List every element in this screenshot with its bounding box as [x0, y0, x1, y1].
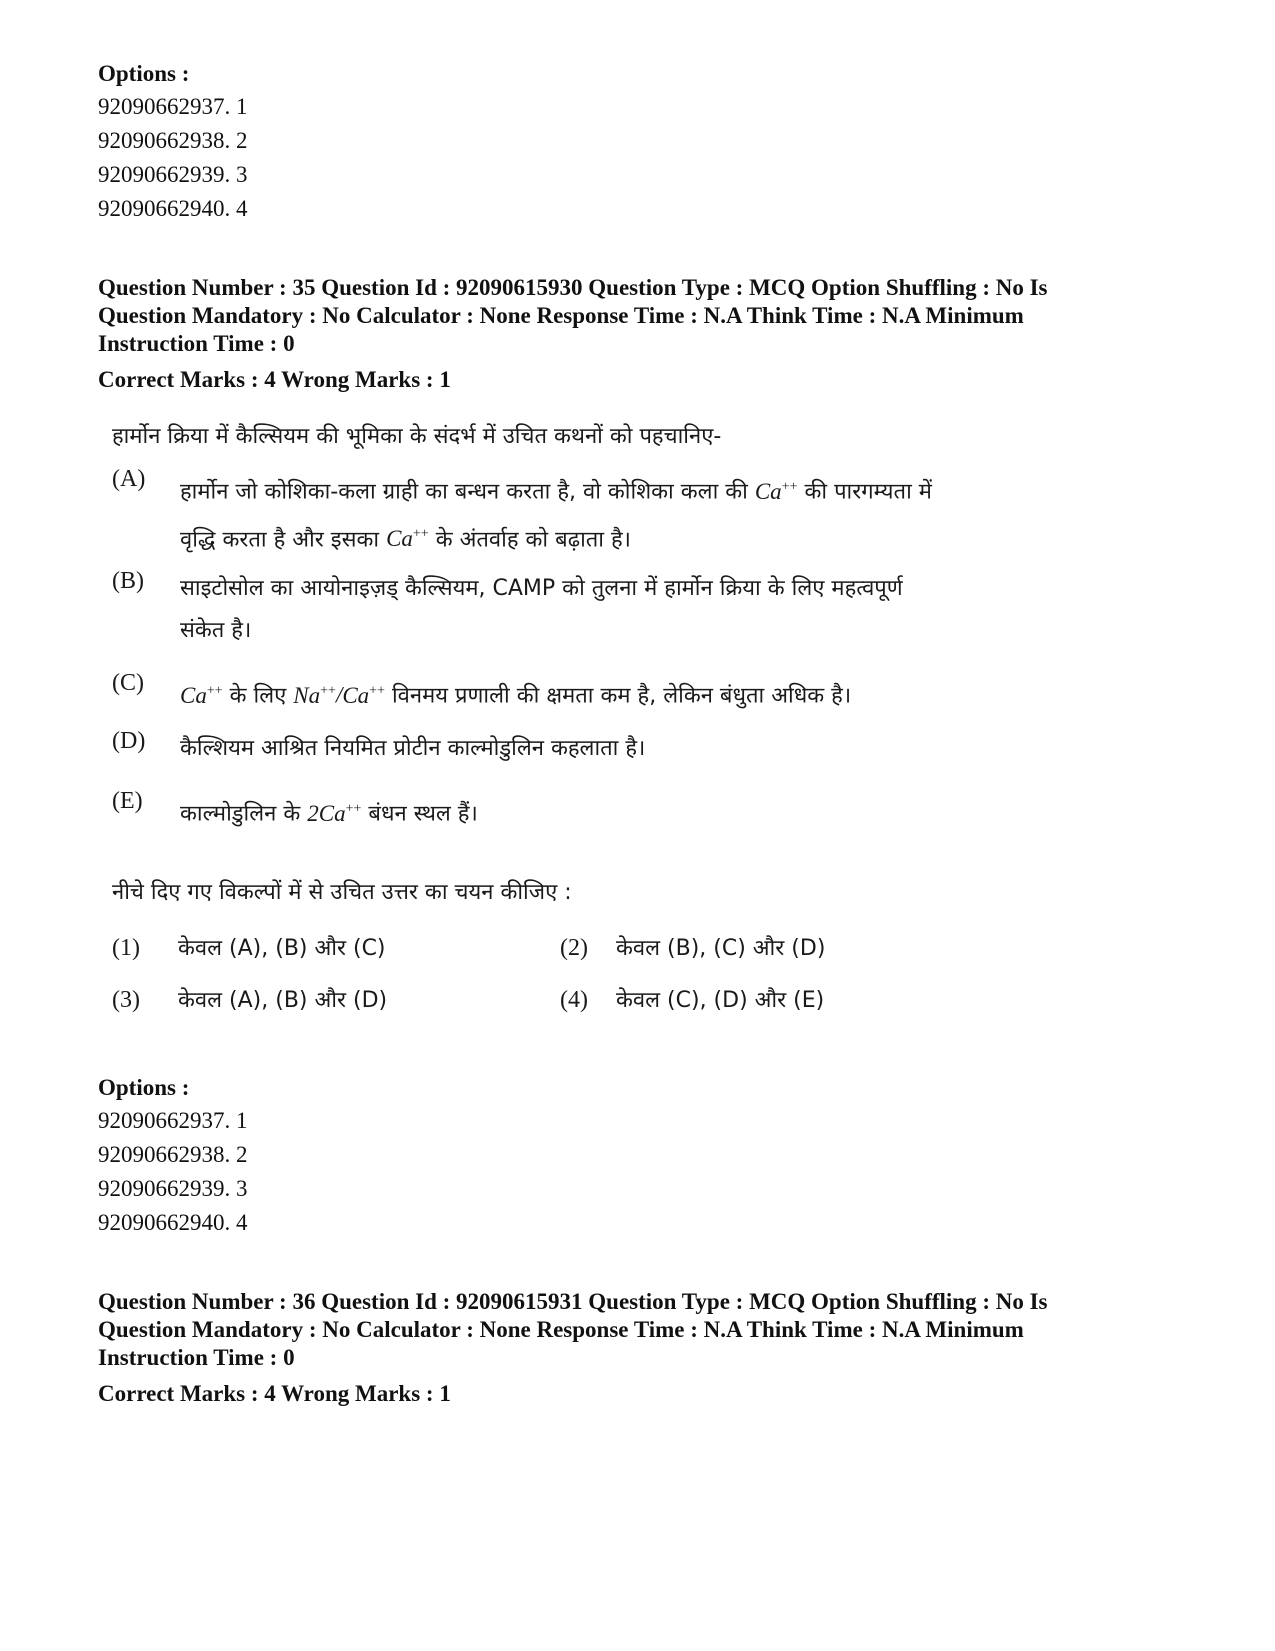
q35-question-body — [112, 420, 1072, 1060]
q35-header — [98, 274, 1188, 394]
option-item: 92090662940. 4 — [98, 1210, 248, 1235]
top-options — [98, 58, 1188, 226]
option-item: 92090662938. 2 — [98, 128, 248, 153]
option-item: 92090662938. 2 — [98, 1142, 248, 1167]
choice-1: (1) केवल (A), (B) और (C) — [112, 935, 386, 961]
choose-instruction: नीचे दिए गए विकल्पों में से उचित उत्तर का चयन कीजिए : — [112, 880, 572, 905]
q36-header — [98, 1288, 1188, 1408]
q35-options — [98, 1072, 1188, 1240]
q35-meta-line: Question Mandatory : No Calculator : None Response Time : N.A Think Time : N.A Minimum — [98, 303, 1024, 328]
options-title: Options : — [98, 61, 190, 86]
statement-text: कैल्शियम आश्रित नियमित प्रोटीन काल्मोडुलिन कहलाता है। — [180, 736, 646, 761]
statement-label: (A) — [112, 466, 146, 492]
choice-3: (3) केवल (A), (B) और (D) — [112, 987, 388, 1013]
statement-text: साइटोसोल का आयोनाइज़ड् कैल्सियम, CAMP को तुलना में हार्मोन क्रिया के लिए महत्वपूर्ण संकेत है। — [180, 576, 903, 643]
statement-label: (B) — [112, 568, 144, 594]
option-item: 92090662937. 1 — [98, 94, 248, 119]
statement-text: काल्मोडुलिन के 2Ca++ बंधन स्थल हैं। — [180, 800, 478, 827]
statement-text: Ca++ के लिए Na++/Ca++ विनमय प्रणाली की क्षमता कम है, लेकिन बंधुता अधिक है। — [180, 682, 852, 709]
option-item: 92090662940. 4 — [98, 196, 248, 221]
options-title: Options : — [98, 1075, 190, 1100]
statement-text: हार्मोन जो कोशिका-कला ग्राही का बन्धन करता है, वो कोशिका कला की Ca++ की पारगम्यता में वृद्धि करता है और इसका Ca++ के अंतर्वाह को बढ़ाता है। — [180, 478, 932, 553]
choice-4: (4) केवल (C), (D) और (E) — [560, 987, 825, 1013]
statement-label: (C) — [112, 670, 144, 696]
option-item: 92090662937. 1 — [98, 1108, 248, 1133]
q35-meta-line: Instruction Time : 0 — [98, 331, 295, 356]
option-item: 92090662939. 3 — [98, 1176, 248, 1201]
q36-meta-line: Question Number : 36 Question Id : 92090615931 Question Type : MCQ Option Shuffling : No Is — [98, 1289, 1048, 1314]
choice-2: (2) केवल (B), (C) और (D) — [560, 935, 826, 961]
q36-meta-line: Question Mandatory : No Calculator : None Response Time : N.A Think Time : N.A Minimum — [98, 1317, 1024, 1342]
q35-intro: हार्मोन क्रिया में कैल्सियम की भूमिका के संदर्भ में उचित कथनों को पहचानिए- — [112, 424, 722, 449]
option-item: 92090662939. 3 — [98, 162, 248, 187]
q36-meta-line: Instruction Time : 0 — [98, 1345, 295, 1370]
statement-label: (D) — [112, 728, 146, 754]
q35-meta-line: Question Number : 35 Question Id : 92090615930 Question Type : MCQ Option Shuffling : No Is — [98, 275, 1048, 300]
q35-marks: Correct Marks : 4 Wrong Marks : 1 — [98, 367, 451, 392]
q36-marks: Correct Marks : 4 Wrong Marks : 1 — [98, 1381, 451, 1406]
statement-label: (E) — [112, 788, 143, 814]
